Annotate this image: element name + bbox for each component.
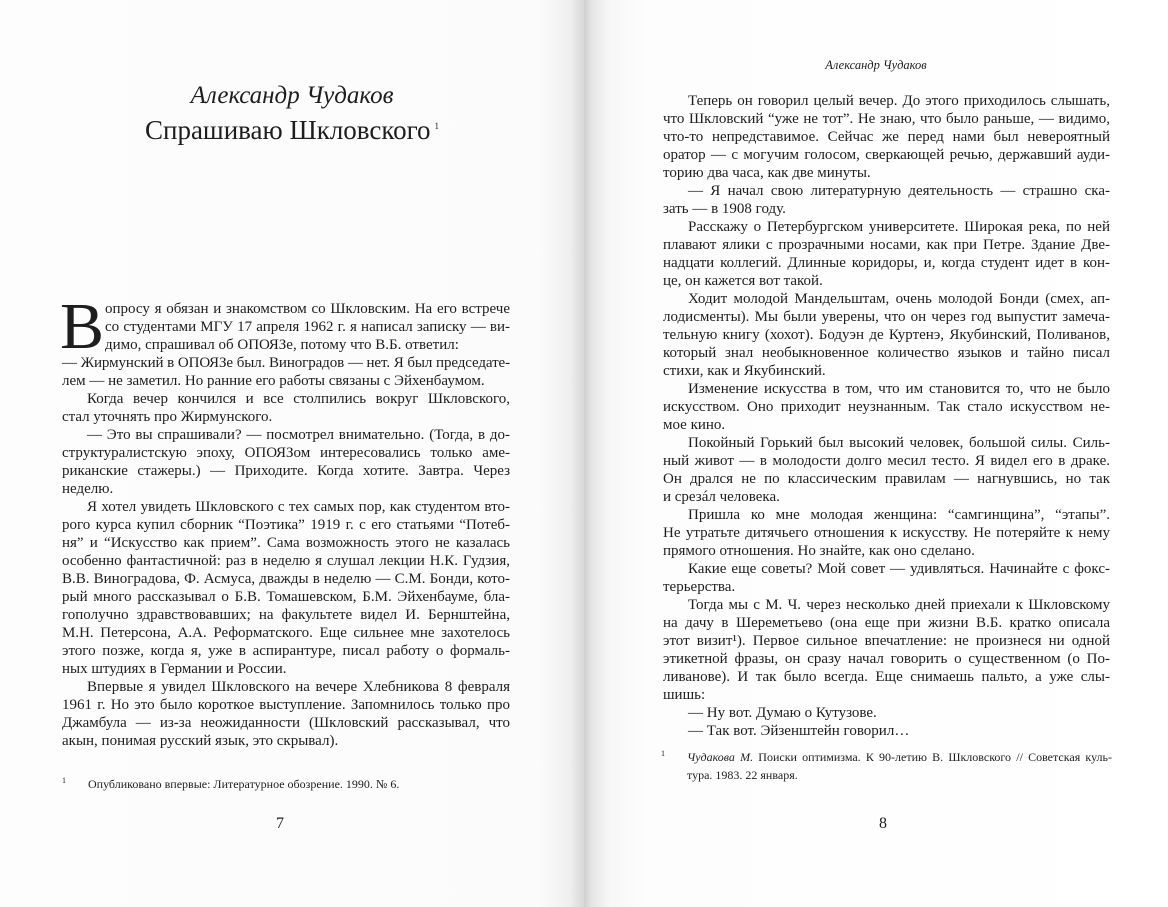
author-name: Александр Чудаков <box>190 82 394 109</box>
right-body-text <box>663 92 1110 740</box>
text-line: Джамбула — из-за неожиданности (Шкловский рассказывал, что <box>62 715 510 731</box>
text-line: этот визит¹). Первое сильное впечатление: не произнеся ни одной <box>663 633 1110 649</box>
text-line: рый много рассказывал о Б.В. Томашевском, Б.М. Эйхенбауме, бла- <box>62 589 510 605</box>
footnote-mark: 1 <box>62 776 66 785</box>
text-line: стихи, как и Якубинский. <box>663 363 826 379</box>
paragraph <box>663 380 1110 434</box>
text-line: ных штудиях в Германии и России. <box>62 661 287 677</box>
paragraph <box>62 678 510 750</box>
work-title-text: Спрашиваю Шкловского <box>144 115 431 145</box>
text-line: Расскажу о Петербургском университете. Широкая река, по ней <box>688 219 1110 235</box>
text-line: — Я начал свою литературную деятельность — страшно ска- <box>688 183 1110 199</box>
text-line: искусством. Оно приходит неузнанным. Так стало искусством не- <box>663 399 1110 415</box>
paragraph <box>663 506 1110 560</box>
left-footnote <box>62 776 518 792</box>
text-line: зать — в 1908 году. <box>663 201 786 217</box>
paragraph <box>663 722 1110 740</box>
text-line: — Это вы спрашивали? — посмотрел внимательно. (Тогда, в до- <box>87 427 510 443</box>
paragraph <box>663 596 1110 704</box>
text-line: Изменение искусства в том, что им становится то, что не было <box>688 381 1110 397</box>
paragraph <box>663 92 1110 182</box>
text-line: ливанове). И так было всегда. Еще снимаешь пальто, а уже слы- <box>663 669 1110 685</box>
text-line: Я хотел увидеть Шкловского с тех самых пор, как студентом вто- <box>87 499 510 515</box>
paragraph <box>663 290 1110 380</box>
text-line: этикетной фразы, он сразу начал говорить о существенном (о По- <box>663 651 1110 667</box>
paragraph <box>62 300 510 354</box>
text-line: рого курса купил сборник “Поэтика” 1919 г. с его статьями “Потеб- <box>62 517 510 533</box>
text-line: Ходит молодой Мандельштам, очень молодой Бонди (смех, ап- <box>688 291 1110 307</box>
text-line: М.Н. Петерсона, А.А. Реформатского. Еще сильнее мне захотелось <box>62 625 510 641</box>
text-line: шишь: <box>663 687 706 703</box>
text-line: Когда вечер кончился и все столпились вокруг Шкловского, <box>87 391 510 407</box>
text-line: опросу я обязан и знакомством со Шкловским. На его встрече <box>105 301 510 317</box>
text-line: торию два часа, как две минуты. <box>663 165 871 181</box>
footnote-author: Чудакова М. <box>687 750 754 764</box>
text-line: этого позже, когда я, уже в аспирантуре, писал работу о формаль- <box>62 643 510 659</box>
text-line: структуралистскую эпоху, ОПОЯЗом интересовались только аме- <box>62 445 510 461</box>
text-line: стал уточнять про Жирмунского. <box>62 409 273 425</box>
text-line: — Ну вот. Думаю о Кутузове. <box>688 705 877 721</box>
text-line: мое кино. <box>663 417 726 433</box>
text-line: лем — не заметил. Но ранние его работы связаны с Эйхенбаумом. <box>62 373 485 389</box>
text-line: це, он кажется вот такой. <box>663 273 823 289</box>
text-line: риканские стажеры.) — Приходите. Когда хотите. Завтра. Через <box>62 463 510 479</box>
text-line: прямого отношения. Но знайте, как оно сделано. <box>663 543 975 559</box>
footnote-line: тура. 1983. 22 января. <box>687 768 798 782</box>
text-line: лодисменты). Мы были уверены, что он через год выпустит замеча- <box>663 309 1110 325</box>
paragraph <box>663 218 1110 290</box>
text-line: со студентами МГУ 17 апреля 1962 г. я написал записку — ви- <box>105 319 510 335</box>
footnote-text: Опубликовано впервые: Литературное обозрение. 1990. № 6. <box>88 777 400 791</box>
text-line: ня” и “Искусство как прием”. Сама возможность этого не казалась <box>62 535 510 551</box>
running-head: Александр Чудаков <box>825 58 927 72</box>
text-line: Теперь он говорил целый вечер. До этого приходилось слышать, <box>688 93 1110 109</box>
paragraph <box>663 704 1110 722</box>
paragraph <box>62 354 510 390</box>
text-line: — Так вот. Эйзенштейн говорил… <box>688 723 910 739</box>
text-line: который знал необыкновенное количество языков и тайно писал <box>663 345 1110 361</box>
paragraph <box>663 434 1110 506</box>
text-line: Тогда мы с М. Ч. через несколько дней приехали к Шкловскому <box>688 597 1110 613</box>
paragraph <box>663 182 1110 218</box>
text-line: Покойный Горький был высокий человек, большой силы. Силь- <box>688 435 1110 451</box>
text-line: плавают ялики с прозрачными носами, как при Петре. Здание Две- <box>663 237 1110 253</box>
paragraph <box>663 560 1110 596</box>
text-line: Впервые я увидел Шкловского на вечере Хлебникова 8 февраля <box>87 679 510 695</box>
text-line: димо, спрашивал об ОПОЯЗе, потому что В.Б. ответил: <box>105 337 459 353</box>
text-line: 1961 г. Но это было короткое выступление. Запомнилось только про <box>62 697 510 713</box>
page-number: 8 <box>879 815 887 832</box>
footnote-line: Чудакова М. Поиски оптимизма. К 90-летию В. Шкловского // Советская куль- <box>687 750 1112 764</box>
text-line: оратор — с могучим голосом, сверкающей речью, державший ауди- <box>663 147 1110 163</box>
text-line: терьерства. <box>663 579 736 595</box>
text-line: что Шкловский “уже не тот”. Не знаю, что было раньше, — видимо, <box>663 111 1110 127</box>
text-line: неделю. <box>62 481 114 497</box>
text-line: Пришла ко мне молодая женщина: “самгинщина”, “этапы”. <box>688 507 1110 523</box>
text-line: что-то непредставимое. Сейчас же перед нами был невероятный <box>663 129 1110 145</box>
text-line: ный живот — в молодости долго месил тесто. Я видел его в драке. <box>663 453 1110 469</box>
title-footnote-mark: 1 <box>434 121 440 131</box>
paragraph <box>62 426 510 498</box>
text-line: тельную книгу (хохот). Бодуэн де Куртенэ, Якубинский, Поливанов, <box>663 327 1110 343</box>
text-line: на дачу в Шереметьево (она еще при жизни В.Б. кратко описала <box>663 615 1110 631</box>
right-page <box>584 0 1168 907</box>
text-line: гополучно здравствовавших; на факультете видел И. Бернштейна, <box>62 607 510 623</box>
right-footnote <box>661 749 1112 785</box>
text-line: Он дрался не по классическим правилам — нагнувшись, но так <box>663 471 1110 487</box>
text-line: и срезáл человека. <box>663 489 780 505</box>
page-number: 7 <box>276 815 284 832</box>
work-title <box>0 115 584 146</box>
footnote-mark: 1 <box>661 749 665 758</box>
text-line: Какие еще советы? Мой совет — удивляться. Начинайте с фокс- <box>688 561 1110 577</box>
text-line: — Жирмунский в ОПОЯЗе был. Виноградов — нет. Я был председате- <box>62 355 510 371</box>
left-body-text <box>60 290 510 750</box>
text-line: особенно фантастичной: раз в неделю я слушал лекции Н.К. Гудзия, <box>62 553 510 569</box>
paragraph <box>62 498 510 678</box>
paragraph <box>62 390 510 426</box>
text-line: надцати коллегий. Длинные коридоры, и, когда студент идет в кон- <box>663 255 1110 271</box>
drop-cap: В <box>60 290 105 363</box>
text-line: В.В. Виноградова, Ф. Асмуса, дважды в неделю — С.М. Бонди, кото- <box>62 571 510 587</box>
text-line: Не утратьте дитячьего отношения к искусству. Не потеряйте к нему <box>663 525 1110 541</box>
text-line: акын, понимая русский язык, это скрывал). <box>62 733 339 749</box>
